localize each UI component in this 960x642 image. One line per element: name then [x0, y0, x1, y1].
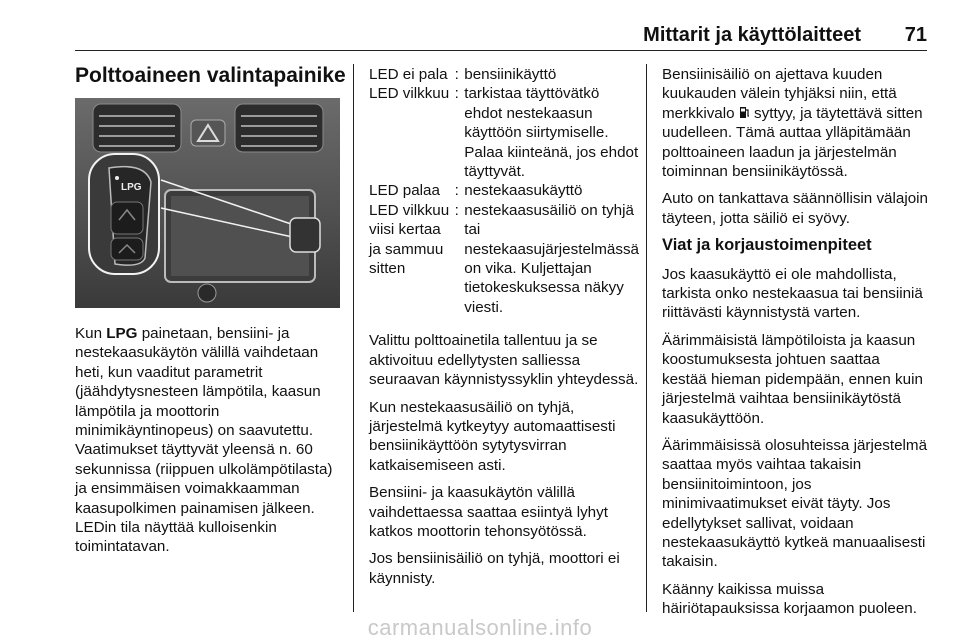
table-row: LED vilkkuu : tarkistaa täyttövätkö ehdot nestekaasun käyttöön siirtymiselle. Palaa kiinteänä, jos ehdot täyttyvät.	[369, 85, 639, 181]
lpg-button-label: LPG	[121, 182, 142, 193]
left-column-text	[75, 324, 343, 565]
lpg-paragraph: Kun LPG painetaan, bensiini- ja nestekaasukäytön välillä vaihdetaan heti, kun vaaditut parametrit (jäähdytysnesteen lämpötila, kaasun lämpötila ja moottorin minimikäyntinopeus) on saavutettu. Vaatimukset täyttyvät yleensä n. 60 sekunnissa (riippuen ulkolämpötilasta) ja ensimmäisen voimakkaamman kaasupolkimen painamisen jälkeen. LEDin tila näyttää kulloisenkin toimintatavan.	[75, 325, 333, 556]
paragraph: Jos kaasukäyttö ei ole mahdollista, tarkista onko nestekaasua tai bensiiniä riittävästi käynnistystä varten.	[662, 265, 923, 322]
paragraph: Auto on tankattava säännöllisin välajoin täyteen, jotta säiliö ei syövy.	[662, 190, 928, 227]
page-number: 71	[904, 24, 927, 46]
subheading: Viat ja korjaustoimenpiteet	[662, 236, 872, 255]
lpg-button-illustration	[75, 98, 340, 308]
column-divider-2	[646, 64, 647, 612]
table-row: LED vilkkuu viisi kertaa ja sammuu sitten : nestekaasusäiliö on tyhjä tai nestekaasujärjestelmässä on vika. Kuljettajan tietokeskuksessa näkyy viesti.	[369, 201, 639, 316]
watermark: carmanualsonline.info	[367, 615, 593, 640]
paragraph: Käänny kaikissa muissa häiriötapauksissa korjaamon puoleen.	[662, 580, 917, 618]
section-title: Polttoaineen valintapainike	[75, 64, 346, 87]
paragraph: Valittu polttoainetila tallentuu ja se aktivoituu edellytysten salliessa seuraavan käynnistyssyklin yhteydessä.	[369, 332, 639, 389]
paragraph: Kun nestekaasusäiliö on tyhjä, järjestelmä kytkeytyy automaattisesti bensiinikäyttöön sytytysvirran katkaisemiseen asti.	[369, 398, 616, 474]
page-header	[75, 24, 927, 48]
right-column	[662, 65, 928, 627]
header-divider	[75, 50, 927, 51]
column-divider-1	[353, 64, 354, 612]
table-row: LED ei pala : bensiinikäyttö	[369, 66, 557, 83]
led-status-table	[369, 65, 639, 317]
table-row: LED palaa : nestekaasukäyttö	[369, 182, 583, 200]
lpg-bold-label: LPG	[106, 325, 138, 342]
paragraph: Äärimmäisistä lämpötiloista ja kaasun koostumuksesta johtuen saattaa kestää hieman pidempään, ennen kuin järjestelmä vaihtaa bensiinikäytöstä kaasukäyttöön.	[662, 331, 923, 427]
paragraph: Äärimmäisissä olosuhteissa järjestelmä saattaa myös vaihtaa takaisin bensiinitoimintoon, jos minimivaatimukset eivät täyty. Jos edellytykset sallivat, voidaan nestekaasukäyttö kytkeä manuaalisesti takaisin.	[662, 436, 928, 571]
paragraph: Bensiini- ja kaasukäytön välillä vaihdettaessa saattaa esiintyä lyhyt katkos moottorin tehonsyötössä.	[369, 484, 608, 540]
middle-column	[369, 65, 639, 596]
paragraph: Bensiinisäiliö on ajettava kuuden kuukauden välein tyhjäksi niin, että merkkivalo syttyy, ja täytettävä sitten uudelleen. Tämä auttaa ylläpitämään polttoaineen laadun ja järjestelmän toiminnan bensiinikäytössä.	[662, 66, 923, 181]
paragraph: Jos bensiinisäiliö on tyhjä, moottori ei käynnisty.	[369, 550, 620, 587]
dashboard-photo	[75, 98, 340, 308]
fuel-pump-icon	[739, 105, 750, 122]
header-title: Mittarit ja käyttölaitteet	[643, 24, 861, 46]
